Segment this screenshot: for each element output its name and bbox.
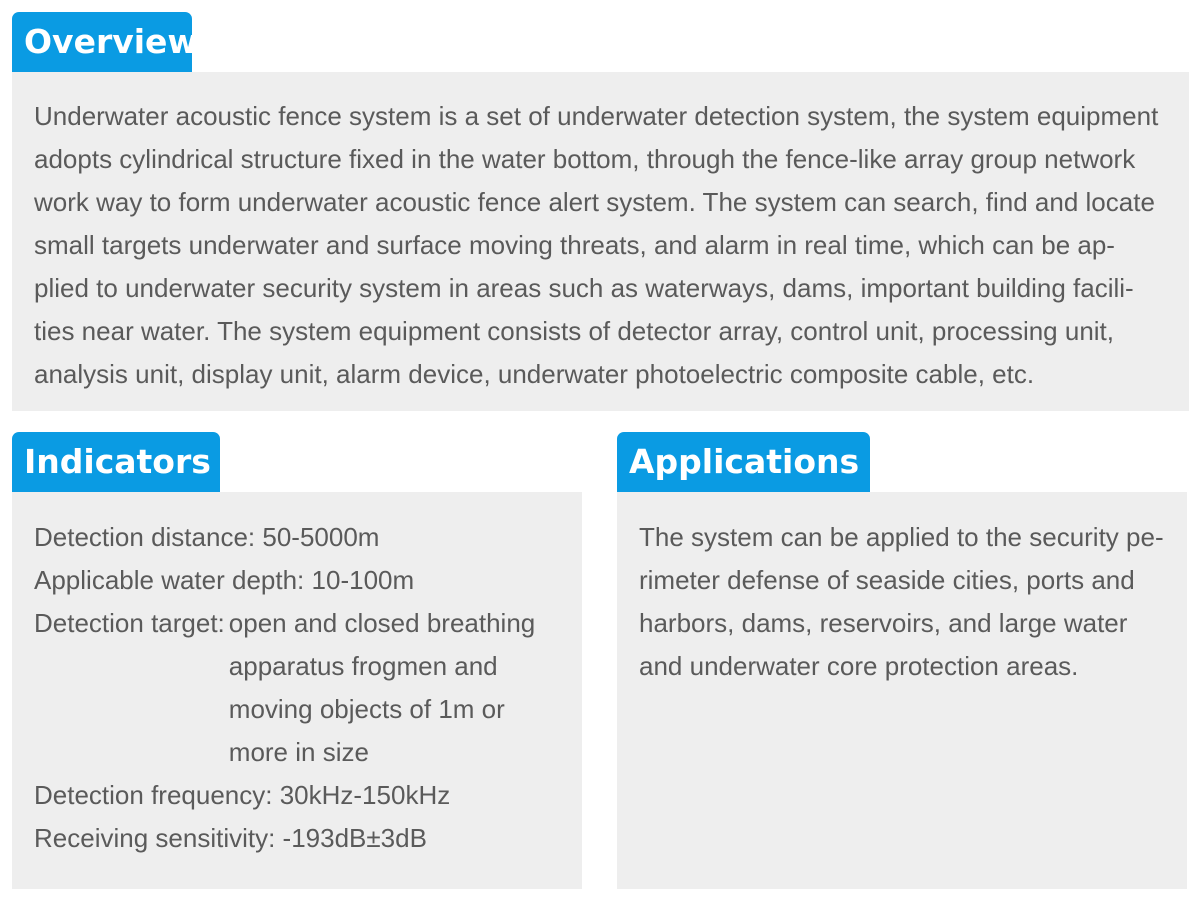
overview-heading: Overview xyxy=(12,12,192,72)
indicator-value: 30kHz-150kHz xyxy=(279,780,451,810)
indicator-value-line: open and closed breathing xyxy=(228,608,536,638)
overview-line: work way to form underwater acoustic fence alert system. The system can search, find and locate xyxy=(34,187,1155,217)
overview-line: Underwater acoustic fence system is a set of underwater detection system, the system equipment xyxy=(34,101,1159,131)
overview-line: plied to underwater security system in areas such as waterways, dams, important building facili- xyxy=(34,273,1134,303)
indicator-label: Detection target: xyxy=(34,608,225,638)
indicators-panel xyxy=(12,492,582,889)
indicator-receiving-sensitivity xyxy=(34,817,562,860)
overview-line: adopts cylindrical structure fixed in the water bottom, through the fence-like array group network xyxy=(34,144,1136,174)
indicator-value-line: moving objects of 1m or xyxy=(228,694,505,724)
indicator-label: Applicable water depth: xyxy=(34,565,305,595)
indicator-label: Receiving sensitivity: xyxy=(34,823,276,853)
applications-line: The system can be applied to the security pe- xyxy=(639,522,1164,552)
applications-heading: Applications xyxy=(617,432,870,492)
overview-line: small targets underwater and surface moving threats, and alarm in real time, which can be ap- xyxy=(34,230,1115,260)
applications-line: harbors, dams, reservoirs, and large water xyxy=(639,608,1128,638)
applications-line: and underwater core protection areas. xyxy=(639,651,1079,681)
indicator-value: -193dB±3dB xyxy=(282,823,427,853)
indicator-value-line: apparatus frogmen and xyxy=(228,651,498,681)
indicator-value xyxy=(225,602,549,774)
indicator-label: Detection distance: xyxy=(34,522,256,552)
applications-panel xyxy=(617,492,1187,889)
indicator-label: Detection frequency: xyxy=(34,780,273,810)
indicator-water-depth xyxy=(34,559,562,602)
overview-line: analysis unit, display unit, alarm device, underwater photoelectric composite cable, etc. xyxy=(34,359,1035,389)
overview-panel xyxy=(12,72,1189,411)
indicator-value: 10-100m xyxy=(311,565,415,595)
indicators-heading: Indicators xyxy=(12,432,220,492)
indicator-value-line: more in size xyxy=(228,737,369,767)
indicator-detection-frequency xyxy=(34,774,562,817)
indicator-value: 50-5000m xyxy=(262,522,380,552)
overview-paragraph xyxy=(34,95,1169,396)
overview-line: ties near water. The system equipment consists of detector array, control unit, processing unit, xyxy=(34,316,1115,346)
indicator-detection-distance xyxy=(34,516,562,559)
applications-line: rimeter defense of seaside cities, ports and xyxy=(639,565,1135,595)
indicator-detection-target xyxy=(34,602,562,774)
